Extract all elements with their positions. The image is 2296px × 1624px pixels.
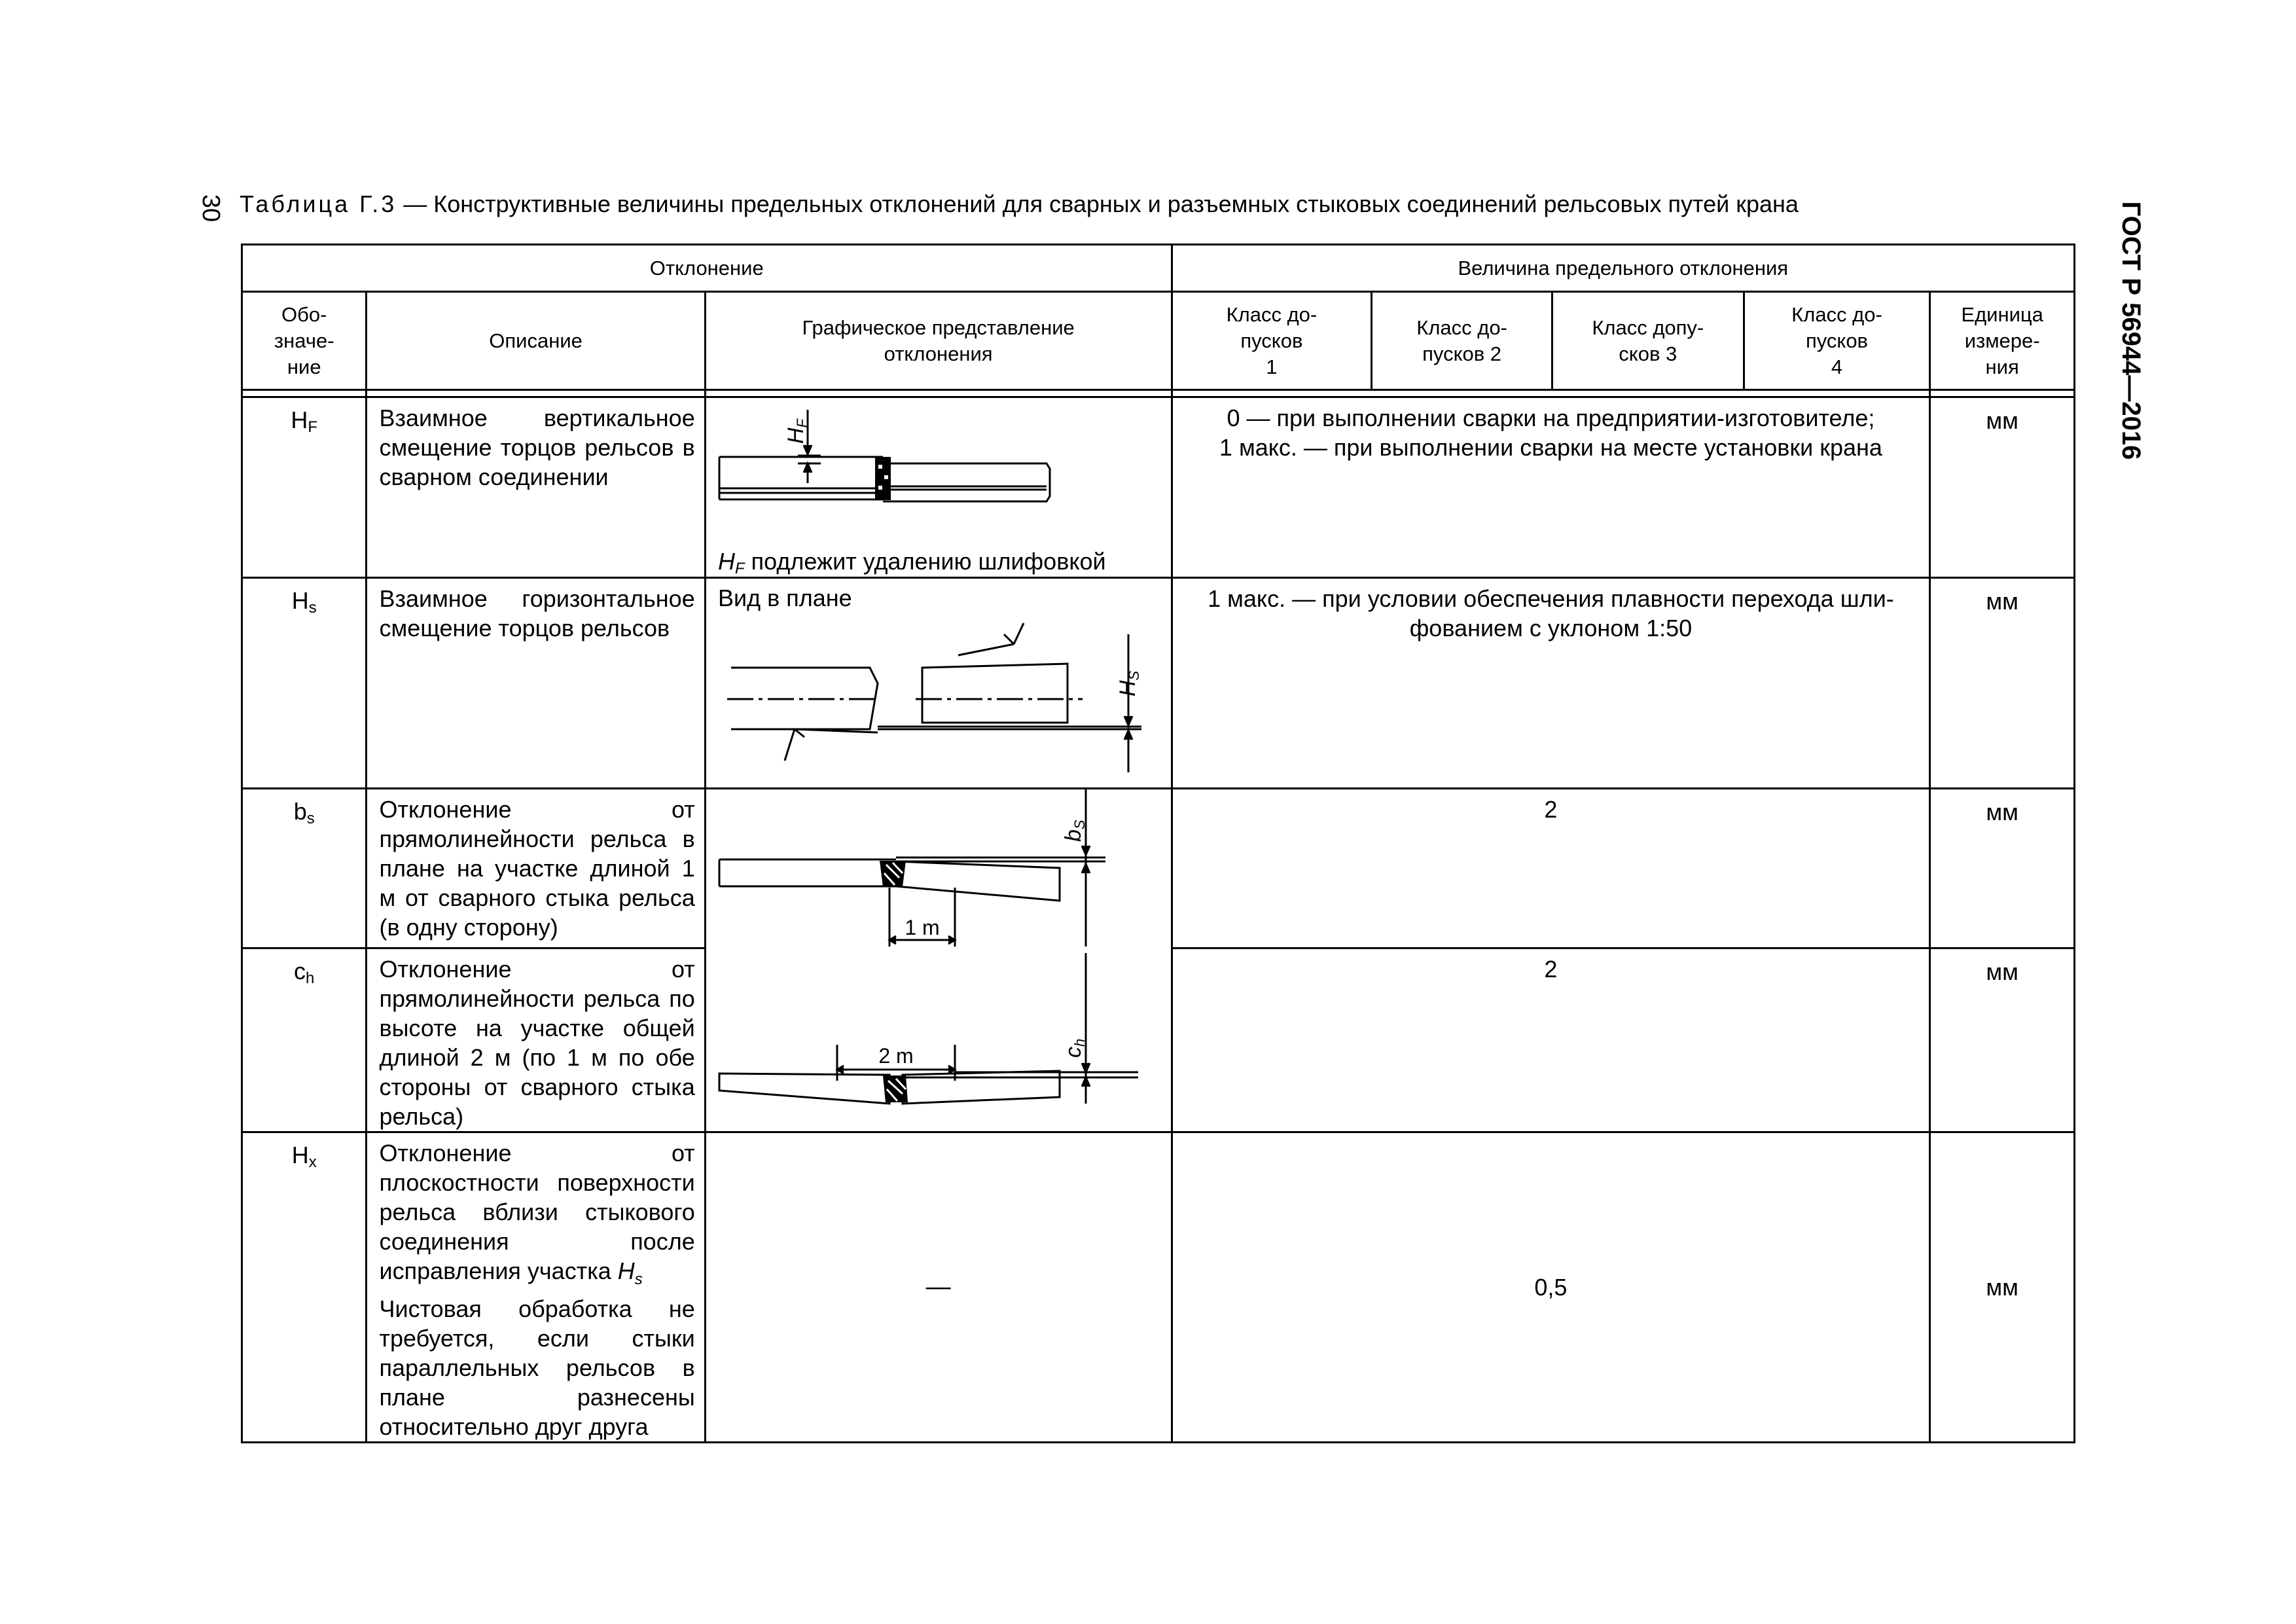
caption-text: — Конструктивные величины предельных отклонений для сварных и разъемных стыковых соединений рельсовых путей крана [397,190,1799,217]
graphic-bs-ch [705,789,1172,1132]
ch-dim-label: ch [1060,1038,1088,1058]
header-limit: Величина предельного отклонения [1172,245,2074,292]
header-description: Описание [367,292,705,390]
value-hx: 0,5 [1172,1132,1930,1443]
hs-dim-label: HS [1115,670,1142,696]
description-hf: Взаимное вертикальное смещение торцов рельсов в сварном соединении [367,397,705,578]
description-ch: Отклонение от прямолинейности рельса по высоте на участке общей длиной 2 м (по 1 м по обе стороны от сварного стыка рельса) [367,948,705,1132]
hf-dim-label: HF [783,418,810,444]
graphic-hf [705,397,1172,578]
description-hs: Взаимное горизонтальное смещение торцов рельсов [367,578,705,789]
unit-bs: мм [1930,789,2075,948]
symbol-hx: $H_x$ [242,1132,367,1443]
header-class-1: Класс до- пусков 1 [1172,292,1372,390]
table-row [242,578,2075,789]
plan-view-note: Вид в плане [717,585,852,611]
page-number: 30 [197,194,224,223]
hf-note: HF подлежит удалению шлифовкой [717,548,1106,577]
unit-hs: мм [1930,578,2075,789]
table-row [242,1132,2075,1443]
dim-2m: 2 m [878,1044,914,1068]
header-class-4: Класс до- пусков 4 [1744,292,1930,390]
header-unit: Единица измере- ния [1930,292,2075,390]
description-bs: Отклонение от прямолинейности рельса в плане на участке длиной 1 м от сварного стыка рельса (в одну сторону) [367,789,705,948]
graphic-hx: — [705,1132,1172,1443]
header-separator [242,390,2075,397]
table-row [242,789,2075,948]
symbol-bs: $b_s$ [242,789,367,948]
header-row-1 [242,245,2075,292]
dim-1m: 1 m [905,916,940,939]
symbol-hf: $H_F$ [242,397,367,578]
value-bs: 2 [1172,789,1930,948]
unit-hx: мм [1930,1132,2075,1443]
caption-label: Таблица Г.3 [240,190,397,217]
straightness-diagram [706,789,1172,1109]
table-row [242,397,2075,578]
horizontal-offset-diagram [706,579,1172,789]
header-class-3: Класс допу- сков 3 [1552,292,1744,390]
table-caption [240,190,1799,219]
graphic-hs [705,578,1172,789]
value-hf: 0 — при выполнении сварки на предприятии-изготовителе; 1 макс. — при выполнении сварки на месте установки крана [1172,397,1930,578]
deviation-table [241,244,2075,1443]
vertical-offset-diagram [706,398,1172,579]
unit-hf: мм [1930,397,2075,578]
bs-dim-label: bS [1060,820,1088,842]
value-hs: 1 макс. — при условии обеспечения плавности перехода шли- фованием с уклоном 1:50 [1172,578,1930,789]
description-hx: Отклонение от плоскостности поверхности рельса вблизи стыкового соединения после исправления участка $H_s$ Чистовая обработка не требуется, если стыки параллельных рельсов в плане разнесены относительно друг друга [367,1132,705,1443]
header-deviation: Отклонение [242,245,1172,292]
header-row-2 [242,292,2075,390]
unit-ch: мм [1930,948,2075,1132]
header-class-2: Класс до- пусков 2 [1372,292,1552,390]
header-graphic: Графическое представление отклонения [705,292,1172,390]
standard-designation: ГОСТ Р 56944—2016 [2117,201,2145,460]
header-designation: Обо- значе- ние [242,292,367,390]
symbol-hs: $H_s$ [242,578,367,789]
symbol-ch: $c_h$ [242,948,367,1132]
value-ch: 2 [1172,948,1930,1132]
